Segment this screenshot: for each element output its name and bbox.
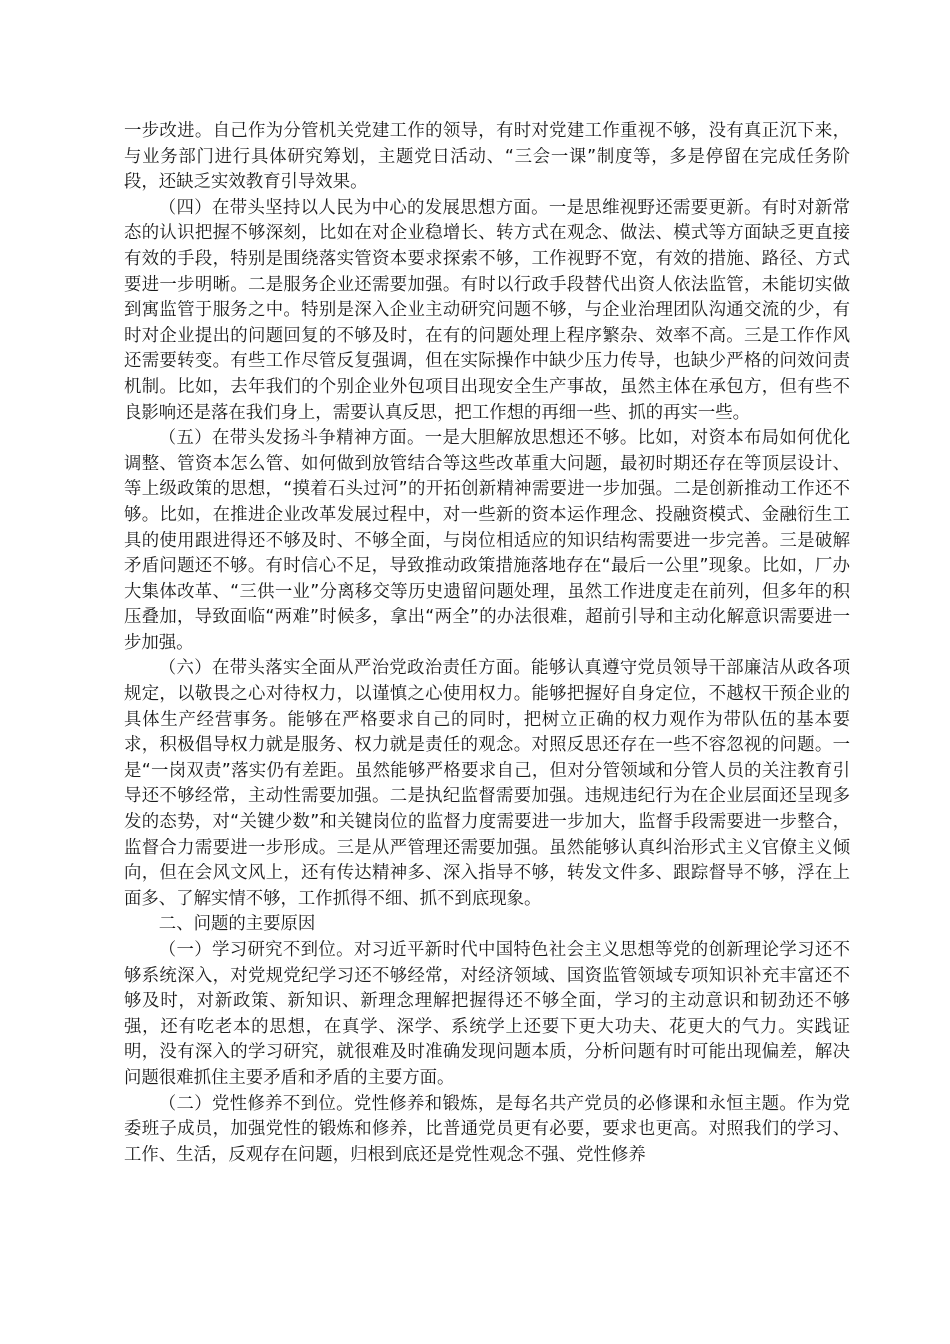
paragraph-continuation: 一步改进。自己作为分管机关党建工作的领导，有时对党建工作重视不够，没有真正沉下来，与业务部门进行具体研究筹划，主题党日活动、“三会一课”制度等，多是停留在完成任务阶段，还缺乏实效教育引导效果。 [124, 121, 850, 193]
paragraph-section-5: （五）在带头发扬斗争精神方面。一是大胆解放思想还不够。比如，对资本布局如何优化调整、管资本怎么管、如何做到放管结合等这些改革重大问题，最初时期还存在等顶层设计、等上级政策的思想，“摸着石头过河”的开拓创新精神需要进一步加强。二是创新推动工作还不够。比如，在推进企业改革发展过程中，对一些新的资本运作理念、投融资模式、金融衍生工具的使用跟进得还不够及时、不够全面，与岗位相适应的知识结构需要进一步完善。三是破解矛盾问题还不够。有时信心不足，导致推动政策措施落地存在“最后一公里”现象。比如，厂办大集体改革、“三供一业”分离移交等历史遗留问题处理，虽然工作进度走在前列，但多年的积压叠加，导致面临“两难”时候多，拿出“两全”的办法很难，超前引导和主动化解意识需要进一步加强。 [124, 428, 850, 653]
section-heading-causes: 二、问题的主要原因 [158, 914, 316, 935]
paragraph-cause-1: （一）学习研究不到位。对习近平新时代中国特色社会主义思想等党的创新理论学习还不够系统深入，对党规党纪学习还不够经常，对经济领域、国资监管领域专项知识补充丰富还不够及时，对新政策、新知识、新理念理解把握得还不够全面，学习的主动意识和韧劲还不够强，还有吃老本的思想，在真学、深学、系统学上还要下更大功夫、花更大的气力。实践证明，没有深入的学习研究，就很难及时准确发现问题本质，分析问题有时可能出现偏差，解决问题很难抓住主要矛盾和矛盾的主要方面。 [124, 940, 850, 1088]
document-body [124, 119, 850, 1168]
paragraph-section-6: （六）在带头落实全面从严治党政治责任方面。能够认真遵守党员领导干部廉洁从政各项规定，以敬畏之心对待权力，以谨慎之心使用权力。能够把握好自身定位，不越权干预企业的具体生产经营事务。能够在严格要求自己的同时，把树立正确的权力观作为带队伍的基本要求，积极倡导权力就是服务、权力就是责任的观念。对照反思还存在一些不容忽视的问题。一是“一岗双责”落实仍有差距。虽然能够严格要求自己，但对分管领域和分管人员的关注教育引导还不够经常，主动性需要加强。二是执纪监督需要加强。违规违纪行为在企业层面还呈现多发的态势，对“关键少数”和关键岗位的监督力度需要进一步加大，监督手段需要进一步整合，监督合力需要进一步形成。三是从严管理还需要加强。虽然能够认真纠治形式主义官僚主义倾向，但在会风文风上，还有传达精神多、深入指导不够，转发文件多、跟踪督导不够，浮在上面多、了解实情不够，工作抓得不细、抓不到底现象。 [124, 658, 850, 909]
paragraph-section-4: （四）在带头坚持以人民为中心的发展思想方面。一是思维视野还需要更新。有时对新常态的认识把握不够深刻，比如在对企业稳增长、转方式在观念、做法、模式等方面缺乏更直接有效的手段，特别是围绕落实管资本要求探索不够，工作视野不宽，有效的措施、路径、方式要进一步明晰。二是服务企业还需要加强。有时以行政手段替代出资人依法监管，未能切实做到寓监管于服务之中。特别是深入企业主动研究问题不够，与企业治理团队沟通交流的少，有时对企业提出的问题回复的不够及时，在有的问题处理上程序繁杂、效率不高。三是工作作风还需要转变。有些工作尽管反复强调，但在实际操作中缺少压力传导，也缺少严格的问效问责机制。比如，去年我们的个别企业外包项目出现安全生产事故，虽然主体在承包方，但有些不良影响还是落在我们身上，需要认真反思，把工作想的再细一些、抓的再实一些。 [124, 197, 850, 423]
paragraph-cause-2: （二）党性修养不到位。党性修养和锻炼，是每名共产党员的必修课和永恒主题。作为党委班子成员，加强党性的锻炼和修养，比普通党员更有必要，要求也更高。对照我们的学习、工作、生活，反观存在问题，归根到底还是党性观念不强、党性修养 [124, 1093, 850, 1165]
